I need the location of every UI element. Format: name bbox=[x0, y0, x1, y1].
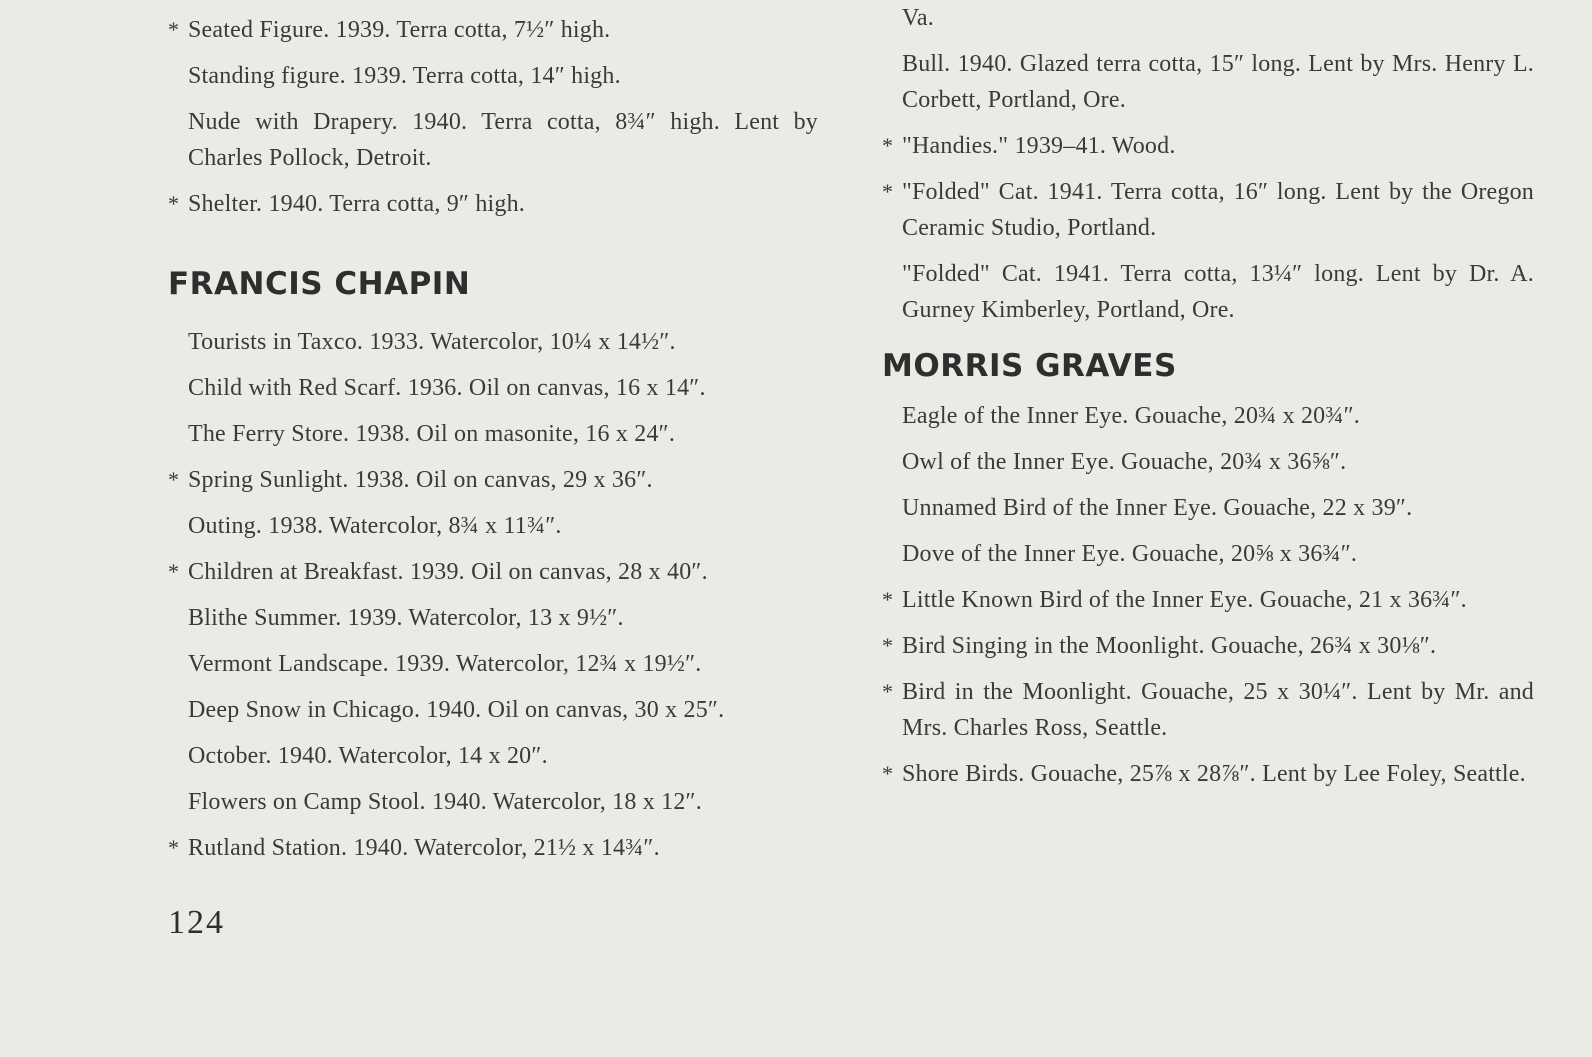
entry-text: Nude with Drapery. 1940. Terra cotta, 8¾″ high. Lent by Charles Pollock, Detroit. bbox=[188, 109, 818, 171]
entry-text: October. 1940. Watercolor, 14 x 20″. bbox=[188, 743, 548, 769]
entry-text: Bird Singing in the Moonlight. Gouache, 26¾ x 30⅛″. bbox=[902, 633, 1437, 659]
entry-text: Standing figure. 1939. Terra cotta, 14″ high. bbox=[188, 63, 621, 89]
entry-text: Little Known Bird of the Inner Eye. Gouache, 21 x 36¾″. bbox=[902, 587, 1467, 613]
entry-text: Deep Snow in Chicago. 1940. Oil on canvas, 30 x 25″. bbox=[188, 697, 725, 723]
catalog-entry bbox=[168, 12, 818, 48]
asterisk-marker: * bbox=[882, 179, 894, 204]
entry-text: Bird in the Moonlight. Gouache, 25 x 30¼″. Lent by Mr. and Mrs. Charles Ross, Seattle. bbox=[902, 679, 1534, 741]
left-top-entries bbox=[168, 12, 818, 222]
catalog-entry bbox=[882, 444, 1534, 480]
entry-text: Va. bbox=[902, 5, 934, 31]
catalog-entry bbox=[882, 256, 1534, 328]
catalog-entry bbox=[882, 674, 1534, 746]
page-number: 124 bbox=[168, 904, 225, 941]
entry-text: Eagle of the Inner Eye. Gouache, 20¾ x 20¾″. bbox=[902, 403, 1360, 429]
entry-text: Unnamed Bird of the Inner Eye. Gouache, 22 x 39″. bbox=[902, 495, 1413, 521]
catalog-entry bbox=[168, 104, 818, 176]
graves-entries bbox=[882, 398, 1534, 792]
entry-text: Blithe Summer. 1939. Watercolor, 13 x 9½″. bbox=[188, 605, 624, 631]
right-column bbox=[882, 0, 1534, 802]
catalog-entry bbox=[168, 186, 818, 222]
catalog-entry bbox=[168, 554, 818, 590]
catalog-entry bbox=[882, 174, 1534, 246]
catalog-entry bbox=[882, 46, 1534, 118]
right-top-entries bbox=[882, 0, 1534, 328]
asterisk-marker: * bbox=[168, 191, 180, 216]
entry-text: Bull. 1940. Glazed terra cotta, 15″ long. Lent by Mrs. Henry L. Corbett, Portland, Ore. bbox=[902, 51, 1534, 113]
catalog-entry bbox=[168, 370, 818, 406]
asterisk-marker: * bbox=[882, 133, 894, 158]
entry-text: "Folded" Cat. 1941. Terra cotta, 13¼″ long. Lent by Dr. A. Gurney Kimberley, Portland, Ore. bbox=[902, 261, 1534, 323]
entry-text: Owl of the Inner Eye. Gouache, 20¾ x 36⅝″. bbox=[902, 449, 1347, 475]
left-column bbox=[168, 0, 818, 876]
entry-text: Dove of the Inner Eye. Gouache, 20⅝ x 36¾″. bbox=[902, 541, 1358, 567]
catalog-entry bbox=[168, 58, 818, 94]
entry-text: Spring Sunlight. 1938. Oil on canvas, 29 x 36″. bbox=[188, 467, 653, 493]
catalog-entry bbox=[882, 756, 1534, 792]
entry-text: Vermont Landscape. 1939. Watercolor, 12¾ x 19½″. bbox=[188, 651, 702, 677]
catalog-entry bbox=[168, 462, 818, 498]
entry-text: Tourists in Taxco. 1933. Watercolor, 10¼ x 14½″. bbox=[188, 329, 676, 355]
asterisk-marker: * bbox=[882, 761, 894, 786]
catalog-entry bbox=[882, 398, 1534, 434]
asterisk-marker: * bbox=[168, 17, 180, 42]
catalog-entry bbox=[168, 830, 818, 866]
asterisk-marker: * bbox=[168, 835, 180, 860]
entry-text: "Folded" Cat. 1941. Terra cotta, 16″ long. Lent by the Oregon Ceramic Studio, Portland. bbox=[902, 179, 1534, 241]
asterisk-marker: * bbox=[882, 633, 894, 658]
catalog-entry bbox=[168, 416, 818, 452]
entry-text: Flowers on Camp Stool. 1940. Watercolor, 18 x 12″. bbox=[188, 789, 702, 815]
catalog-entry bbox=[882, 128, 1534, 164]
catalog-entry bbox=[882, 0, 1534, 36]
asterisk-marker: * bbox=[168, 559, 180, 584]
catalog-entry bbox=[168, 508, 818, 544]
catalog-entry bbox=[882, 490, 1534, 526]
asterisk-marker: * bbox=[168, 467, 180, 492]
entry-text: Rutland Station. 1940. Watercolor, 21½ x 14¾″. bbox=[188, 835, 660, 861]
entry-text: Shore Birds. Gouache, 25⅞ x 28⅞″. Lent by Lee Foley, Seattle. bbox=[902, 761, 1526, 787]
entry-text: Children at Breakfast. 1939. Oil on canvas, 28 x 40″. bbox=[188, 559, 708, 585]
entry-text: Child with Red Scarf. 1936. Oil on canvas, 16 x 14″. bbox=[188, 375, 706, 401]
catalog-entry bbox=[168, 784, 818, 820]
asterisk-marker: * bbox=[882, 587, 894, 612]
section-heading-francis-chapin: FRANCIS CHAPIN bbox=[168, 266, 471, 302]
catalog-entry bbox=[168, 646, 818, 682]
catalog-entry bbox=[168, 692, 818, 728]
section-heading-morris-graves: MORRIS GRAVES bbox=[882, 348, 1177, 384]
entry-text: "Handies." 1939–41. Wood. bbox=[902, 133, 1176, 159]
catalog-entry bbox=[168, 324, 818, 360]
chapin-entries bbox=[168, 324, 818, 866]
catalog-entry bbox=[882, 628, 1534, 664]
catalog-entry bbox=[882, 582, 1534, 618]
asterisk-marker: * bbox=[882, 679, 894, 704]
entry-text: Outing. 1938. Watercolor, 8¾ x 11¾″. bbox=[188, 513, 562, 539]
catalog-entry bbox=[168, 738, 818, 774]
entry-text: Shelter. 1940. Terra cotta, 9″ high. bbox=[188, 191, 526, 217]
catalog-entry bbox=[168, 600, 818, 636]
entry-text: Seated Figure. 1939. Terra cotta, 7½″ high. bbox=[188, 17, 611, 43]
entry-text: The Ferry Store. 1938. Oil on masonite, 16 x 24″. bbox=[188, 421, 676, 447]
catalog-entry bbox=[882, 536, 1534, 572]
